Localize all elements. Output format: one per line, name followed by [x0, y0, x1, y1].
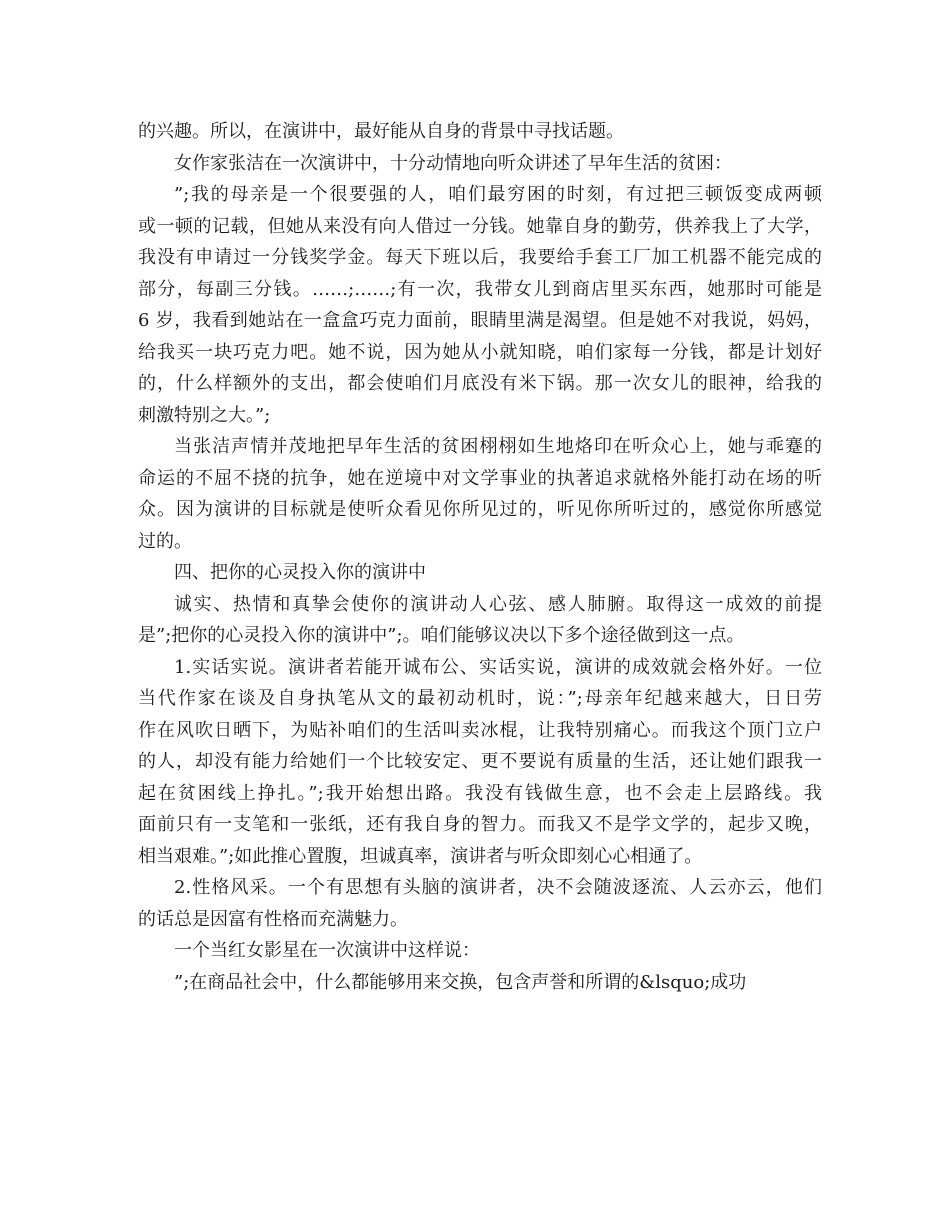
- text-line: ”;在商品社会中，什么都能够用来交换，包含声誉和所谓的&lsquo;成功: [174, 971, 747, 993]
- text-line: 相当艰难。”;如此推心置腹，坦诚真率，演讲者与听众即刻心心相通了。: [138, 845, 703, 867]
- text-line: ”;我的母亲是一个很要强的人，咱们最穷困的时刻，有过把三顿饭变成两顿: [174, 184, 822, 205]
- text-line: 起在贫困线上挣扎。”;我开始想出路。我没有钱做生意，也不会走上层路线。我: [138, 782, 822, 804]
- text-line: 的兴趣。所以，在演讲中，最好能从自身的背景中寻找话题。: [138, 121, 624, 142]
- text-line: 1.实话实说。演讲者若能开诚布公、实话实说，演讲的成效就会格外好。一位: [174, 656, 822, 678]
- text-line: 我没有申请过一分钱奖学金。每天下班以后，我要给手套工厂加工机器不能完成的: [138, 247, 822, 268]
- text-line: 的话总是因富有性格而充满魅力。: [138, 908, 408, 930]
- text-line: 的人，却没有能力给她们一个比较安定、更不要说有质量的生活，还让她们跟我一: [138, 751, 822, 772]
- text-line: 命运的不屈不挠的抗争，她在逆境中对文学事业的执著追求就格外能打动在场的听: [138, 467, 822, 489]
- document-body: [138, 116, 822, 998]
- text-line: 众。因为演讲的目标就是使听众看见你所见过的，听见你所听过的，感觉你所感觉: [138, 499, 822, 520]
- text-line: 给我买一块巧克力吧。她不说，因为她从小就知晓，咱们家每一分钱，都是计划好: [138, 341, 822, 363]
- text-line: 的，什么样额外的支出，都会使咱们月底没有米下锅。那一次女儿的眼神，给我的: [138, 373, 822, 394]
- text-line: 或一顿的记载，但她从来没有向人借过一分钱。她靠自身的勤劳，供养我上了大学，: [138, 215, 822, 237]
- text-line: 女作家张洁在一次演讲中，十分动情地向听众讲述了早年生活的贫困：: [174, 152, 732, 174]
- text-line: 作在风吹日晒下，为贴补咱们的生活叫卖冰棍，让我特别痛心。而我这个顶门立户: [138, 719, 822, 741]
- text-line: 部分，每副三分钱。……;……;有一次，我带女儿到商店里买东西，她那时可能是: [138, 278, 822, 300]
- text-line: 6 岁，我看到她站在一盒盒巧克力面前，眼睛里满是渴望。但是她不对我说，妈妈，: [138, 310, 822, 331]
- text-line: 诚实、热情和真挚会使你的演讲动人心弦、感人肺腑。取得这一成效的前提: [174, 593, 822, 615]
- text-line: 面前只有一支笔和一张纸，还有我自身的智力。而我又不是学文学的，起步又晚，: [138, 814, 822, 835]
- text-line: 刺激特别之大。”;: [138, 404, 271, 426]
- text-line: 过的。: [138, 530, 192, 552]
- text-line: 一个当红女影星在一次演讲中这样说：: [174, 940, 480, 961]
- text-line: 四、把你的心灵投入你的演讲中: [174, 562, 426, 583]
- text-line: 是”;把你的心灵投入你的演讲中”;。咱们能够议决以下多个途径做到这一点。: [138, 625, 745, 646]
- text-line: 2.性格风采。一个有思想有头脑的演讲者，决不会随波逐流、人云亦云，他们: [174, 877, 822, 898]
- text-line: 当代作家在谈及自身执笔从文的最初动机时，说：”;母亲年纪越来越大，日日劳: [138, 688, 822, 709]
- text-line: 当张洁声情并茂地把早年生活的贫困栩栩如生地烙印在听众心上，她与乖蹇的: [174, 436, 822, 457]
